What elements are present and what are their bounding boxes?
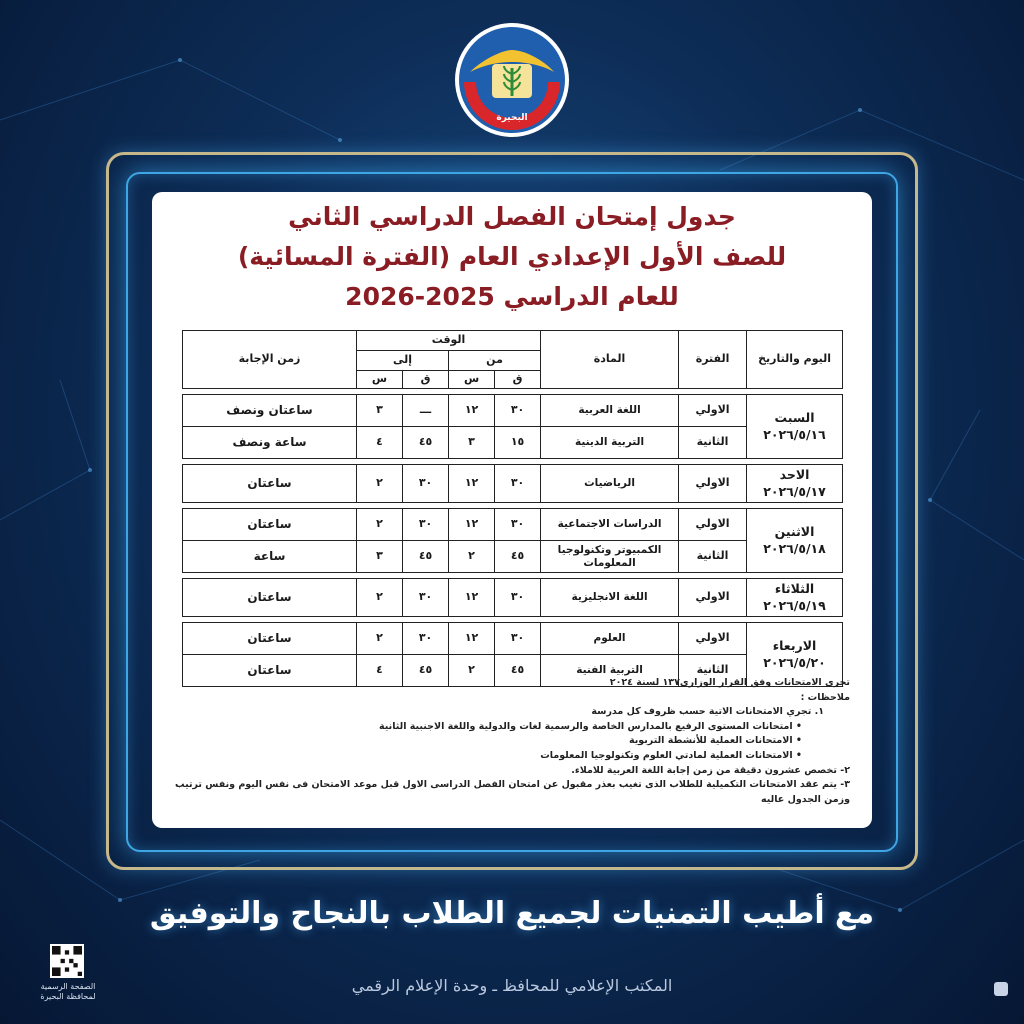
- document-title-line-1: جدول إمتحان الفصل الدراسي الثاني: [288, 202, 736, 231]
- notes-section: [170, 676, 850, 807]
- duration-cell: ساعة ونصف: [183, 427, 357, 459]
- day-cell: الاثنين ٢٠٢٦/٥/١٨: [747, 509, 843, 573]
- notes-decree: تجرى الامتحانات وفق القرار الوزارى١٣٧ لسنة ٢٠٢٤: [609, 677, 850, 688]
- header-from-s: س: [449, 371, 495, 389]
- qr-label: [28, 982, 108, 1002]
- table-row: [183, 427, 843, 459]
- header-day-date: اليوم والتاريخ: [747, 331, 843, 389]
- from-s-cell: ٢: [449, 541, 495, 573]
- logo-text: البحيرة: [496, 113, 528, 123]
- to-s-cell: ٢: [357, 623, 403, 655]
- note-item-1: ١. تجري الامتحانات الاتية حسب ظروف كل مدرسة: [591, 706, 824, 718]
- to-s-cell: ٤: [357, 427, 403, 459]
- subject-cell: الدراسات الاجتماعية: [541, 509, 679, 541]
- day-cell: الاربعاء ٢٠٢٦/٥/٢٠: [747, 623, 843, 687]
- table-row: [183, 465, 843, 503]
- schedule-document: [152, 192, 872, 828]
- from-s-cell: ١٢: [449, 465, 495, 503]
- from-s-cell: ١٢: [449, 579, 495, 617]
- from-s-cell: ١٢: [449, 395, 495, 427]
- subject-cell: اللغة العربية: [541, 395, 679, 427]
- from-s-cell: ٣: [449, 427, 495, 459]
- table-row: [183, 509, 843, 541]
- from-q-cell: ٣٠: [495, 509, 541, 541]
- footer-credit: المكتب الإعلامي للمحافظ ـ وحدة الإعلام الرقمي: [351, 976, 673, 995]
- period-cell: الاولي: [679, 623, 747, 655]
- duration-cell: ساعتان: [183, 623, 357, 655]
- from-s-cell: ١٢: [449, 509, 495, 541]
- duration-cell: ساعتان: [183, 465, 357, 503]
- to-s-cell: ٣: [357, 395, 403, 427]
- note-bullet-3: • الامتحانات العملية لمادتي العلوم وتكنولوجيا المعلومات: [170, 749, 850, 764]
- from-s-cell: ١٢: [449, 623, 495, 655]
- from-q-cell: ٤٥: [495, 655, 541, 687]
- header-period: الفترة: [679, 331, 747, 389]
- facebook-icon[interactable]: [994, 982, 1008, 996]
- duration-cell: ساعتان: [183, 509, 357, 541]
- table-row: [183, 395, 843, 427]
- period-cell: الاولي: [679, 579, 747, 617]
- period-cell: الثانية: [679, 541, 747, 573]
- to-q-cell: ٣٠: [403, 465, 449, 503]
- period-cell: الثانية: [679, 427, 747, 459]
- to-s-cell: ٣: [357, 541, 403, 573]
- document-title-line-3-text: للعام الدراسي 2025-2026: [345, 282, 679, 311]
- note-item-2: ٢- تخصص عشرون دقيقة من زمن إجابة اللغة العربية للاملاء.: [571, 764, 850, 776]
- document-title-line-2: للصف الأول الإعدادي العام (الفترة المسائية): [237, 242, 787, 271]
- subject-cell: التربية الدينية: [541, 427, 679, 459]
- header-to-q: ق: [403, 371, 449, 389]
- note-item-3: ٣- يتم عقد الامتحانات التكميلية للطلاب الذى تغيب بعذر مقبول عن امتحان الفصل الدراسى الاول قبل موعد الامتحان فى نفس اليوم ونفس ترتيب: [175, 779, 850, 791]
- period-cell: الثانية: [679, 655, 747, 687]
- from-q-cell: ٣٠: [495, 579, 541, 617]
- table-row: [183, 541, 843, 573]
- period-cell: الاولي: [679, 395, 747, 427]
- header-time: الوقت: [357, 331, 541, 351]
- duration-cell: ساعتان: [183, 579, 357, 617]
- table-row: [183, 579, 843, 617]
- to-s-cell: ٢: [357, 465, 403, 503]
- header-duration: زمن الإجابة: [183, 331, 357, 389]
- notes-heading: ملاحظات :: [800, 691, 850, 703]
- subject-cell: الكمبيوتر وتكنولوجيا المعلومات: [541, 541, 679, 573]
- table-row: [183, 623, 843, 655]
- from-q-cell: ١٥: [495, 427, 541, 459]
- document-title-line-3: [152, 282, 872, 311]
- qr-label-line-2: لمحافظة البحيرة: [40, 992, 96, 1001]
- from-q-cell: ٣٠: [495, 465, 541, 503]
- note-bullet-1: • امتحانات المستوى الرفيع بالمدارس الخاصة والرسمية لغات والدولية واللغة الاجنبية الثانية: [170, 720, 850, 735]
- to-s-cell: ٤: [357, 655, 403, 687]
- subject-cell: الرياضيات: [541, 465, 679, 503]
- header-from-q: ق: [495, 371, 541, 389]
- to-q-cell: ـــ: [403, 395, 449, 427]
- to-q-cell: ٣٠: [403, 509, 449, 541]
- slogan-text: مع أطيب التمنيات لجميع الطلاب بالنجاح والتوفيق: [149, 896, 875, 931]
- to-q-cell: ٤٥: [403, 541, 449, 573]
- period-cell: الاولي: [679, 465, 747, 503]
- from-q-cell: ٣٠: [495, 395, 541, 427]
- subject-cell: العلوم: [541, 623, 679, 655]
- header-from: من: [449, 351, 541, 371]
- subject-cell: اللغة الانجليزية: [541, 579, 679, 617]
- header-subject: المادة: [541, 331, 679, 389]
- to-s-cell: ٢: [357, 579, 403, 617]
- day-cell: الثلاثاء ٢٠٢٦/٥/١٩: [747, 579, 843, 617]
- qr-code-icon[interactable]: [50, 944, 84, 978]
- from-q-cell: ٣٠: [495, 623, 541, 655]
- day-cell: السبت ٢٠٢٦/٥/١٦: [747, 395, 843, 459]
- duration-cell: ساعة: [183, 541, 357, 573]
- to-q-cell: ٣٠: [403, 579, 449, 617]
- qr-label-line-1: الصفحة الرسمية: [40, 982, 96, 991]
- period-cell: الاولي: [679, 509, 747, 541]
- from-s-cell: ٢: [449, 655, 495, 687]
- header-to: إلى: [357, 351, 449, 371]
- duration-cell: ساعتان ونصف: [183, 395, 357, 427]
- from-q-cell: ٤٥: [495, 541, 541, 573]
- header-to-s: س: [357, 371, 403, 389]
- duration-cell: ساعتان: [183, 655, 357, 687]
- subject-cell: التربية الفنية: [541, 655, 679, 687]
- to-q-cell: ٣٠: [403, 623, 449, 655]
- to-q-cell: ٤٥: [403, 427, 449, 459]
- note-bullet-2: • الامتحانات العملية للأنشطة التربوية: [170, 734, 850, 749]
- beheira-governorate-logo-icon: [452, 20, 572, 140]
- to-s-cell: ٢: [357, 509, 403, 541]
- day-cell: الاحد ٢٠٢٦/٥/١٧: [747, 465, 843, 503]
- exam-schedule-table: [182, 330, 843, 687]
- to-q-cell: ٤٥: [403, 655, 449, 687]
- note-item-3-cont: وزمن الجدول عاليه: [761, 793, 850, 805]
